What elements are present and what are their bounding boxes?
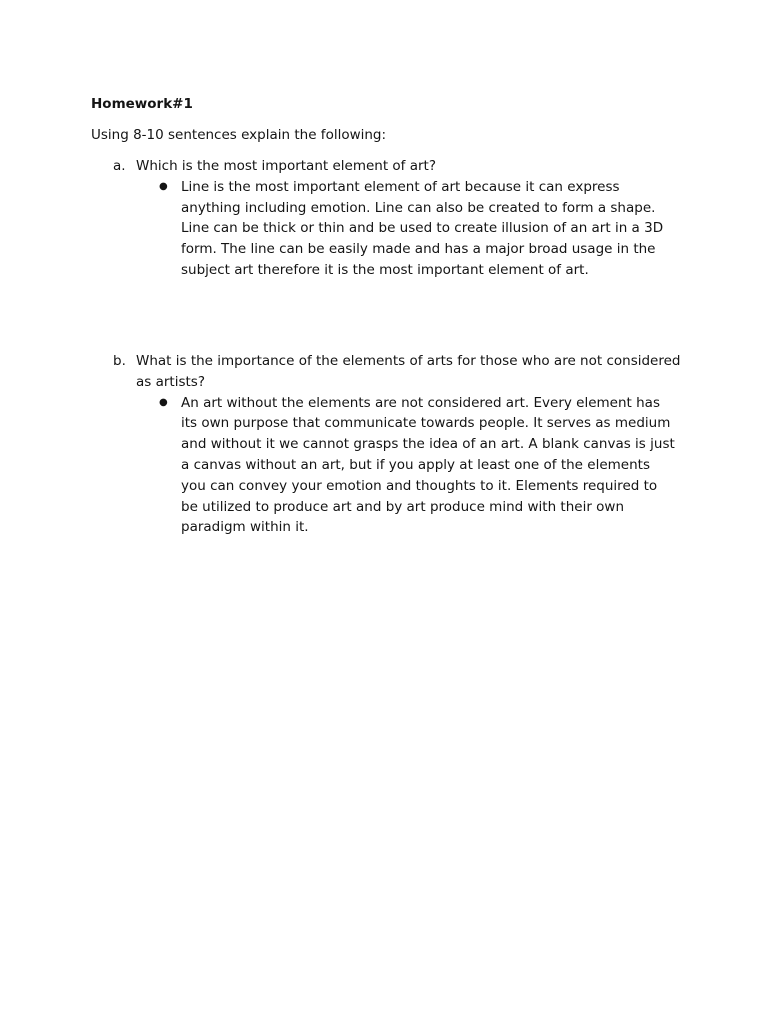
question-b-row	[91, 351, 691, 393]
instruction-text: Using 8-10 sentences explain the following:	[91, 127, 387, 143]
answer-a-text: Line is the most important element of art because it can express anything including emotion. Line can also be created to form a shape. Line can be thick or thin and be used to create illusion of an art in a 3D form. The line can be easily made and has a major broad usage in the subject art therefore it is the most important element of art.	[181, 178, 664, 278]
question-b-marker: b.	[113, 353, 126, 369]
question-a	[91, 156, 691, 281]
bullet-icon: ●	[159, 180, 168, 192]
question-a-text: Which is the most important element of art?	[136, 158, 437, 174]
answer-b-item	[157, 393, 691, 539]
question-a-row	[91, 156, 691, 177]
answer-a-item	[157, 177, 691, 281]
bullet-icon: ●	[159, 396, 168, 408]
answer-b-text: An art without the elements are not considered art. Every element has its own purpose that communicate towards people. It serves as medium and without it we cannot grasps the idea of an art. A blank canvas is just a canvas without an art, but if you apply at least one of the elements you can convey your emotion and thoughts to it. Elements required to be utilized to produce art and by art produce mind with their own paradigm within it.	[181, 394, 675, 536]
question-a-marker: a.	[113, 158, 126, 174]
document-title: Homework#1	[91, 96, 193, 112]
question-b-text: What is the importance of the elements of arts for those who are not considered as artists?	[136, 353, 681, 390]
question-b	[91, 351, 691, 538]
